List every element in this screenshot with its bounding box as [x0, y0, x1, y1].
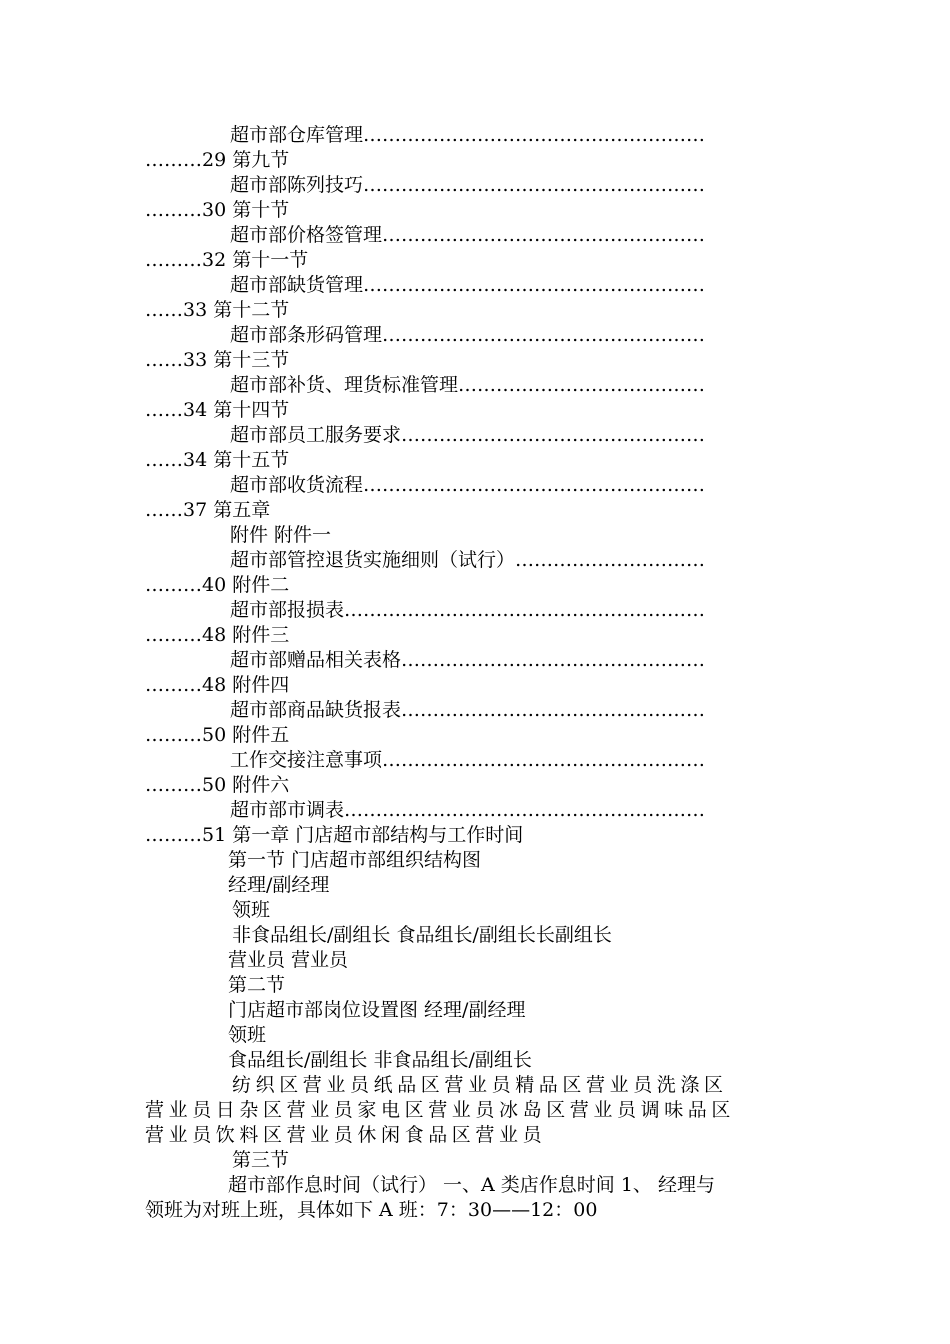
toc-entry-continuation: ………50 附件五	[145, 724, 290, 746]
org-chart-text: 食品组长/副组长 非食品组长/副组长	[228, 1049, 532, 1071]
org-chart-text: 领班	[228, 1024, 267, 1046]
toc-entry-title: 超市部缺货管理………………………………………………	[230, 274, 706, 296]
org-chart-text: 非食品组长/副组长 食品组长/副组长长副组长	[232, 924, 612, 946]
toc-entry-continuation: ………29 第九节	[145, 149, 290, 171]
section-heading: 第一节 门店超市部组织结构图	[228, 849, 482, 871]
toc-entry-continuation: ……33 第十二节	[145, 299, 290, 321]
org-chart-text: 领班	[232, 899, 271, 921]
toc-entry-continuation: ……33 第十三节	[145, 349, 290, 371]
org-chart-text: 纺织区营业员纸品区营业员精品区营业员洗涤区	[232, 1074, 728, 1096]
org-chart-text: 营业员饮料区营业员休闲食品区营业员	[145, 1124, 547, 1146]
toc-entry-title: 超市部商品缺货报表…………………………………………	[230, 699, 706, 721]
org-chart-text: 经理/副经理	[228, 874, 330, 896]
paragraph-text: 领班为对班上班，具体如下 A 班：7：30——12：00	[145, 1199, 598, 1221]
section-heading: 第二节	[228, 974, 286, 996]
toc-entry-continuation: ……34 第十四节	[145, 399, 290, 421]
toc-entry-continuation: ………40 附件二	[145, 574, 290, 596]
org-chart-text: 营业员 营业员	[228, 949, 349, 971]
toc-entry-continuation: ………48 附件三	[145, 624, 290, 646]
toc-entry-continuation: ………32 第十一节	[145, 249, 309, 271]
toc-entry-title: 超市部员工服务要求…………………………………………	[230, 424, 706, 446]
toc-entry-title: 超市部陈列技巧………………………………………………	[230, 174, 706, 196]
toc-entry-continuation: ………51 第一章 门店超市部结构与工作时间	[145, 824, 524, 846]
toc-entry-continuation: ………48 附件四	[145, 674, 290, 696]
toc-entry-title: 超市部补货、理货标准管理…………………………………	[230, 374, 706, 396]
toc-entry-title: 超市部价格签管理……………………………………………	[230, 224, 706, 246]
toc-entry-title: 附件 附件一	[230, 524, 332, 546]
paragraph-text: 超市部作息时间（试行） 一、A 类店作息时间 1、 经理与	[228, 1174, 715, 1196]
org-chart-text: 营业员日杂区营业员家电区营业员冰岛区营业员调味品区	[145, 1099, 736, 1121]
toc-entry-continuation: ……34 第十五节	[145, 449, 290, 471]
toc-entry-title: 超市部条形码管理……………………………………………	[230, 324, 706, 346]
toc-entry-title: 超市部仓库管理………………………………………………	[230, 124, 706, 146]
toc-entry-continuation: ………30 第十节	[145, 199, 290, 221]
toc-entry-title: 超市部报损表…………………………………………………	[230, 599, 706, 621]
toc-entry-title: 超市部赠品相关表格…………………………………………	[230, 649, 706, 671]
toc-entry-title: 超市部市调表…………………………………………………	[230, 799, 706, 821]
toc-entry-title: 工作交接注意事项……………………………………………	[230, 749, 706, 771]
org-chart-text: 门店超市部岗位设置图 经理/副经理	[228, 999, 526, 1021]
section-heading: 第三节	[232, 1149, 290, 1171]
toc-entry-title: 超市部管控退货实施细则（试行）…………………………	[230, 549, 706, 571]
toc-entry-continuation: ……37 第五章	[145, 499, 271, 521]
toc-entry-continuation: ………50 附件六	[145, 774, 290, 796]
toc-entry-title: 超市部收货流程………………………………………………	[230, 474, 706, 496]
